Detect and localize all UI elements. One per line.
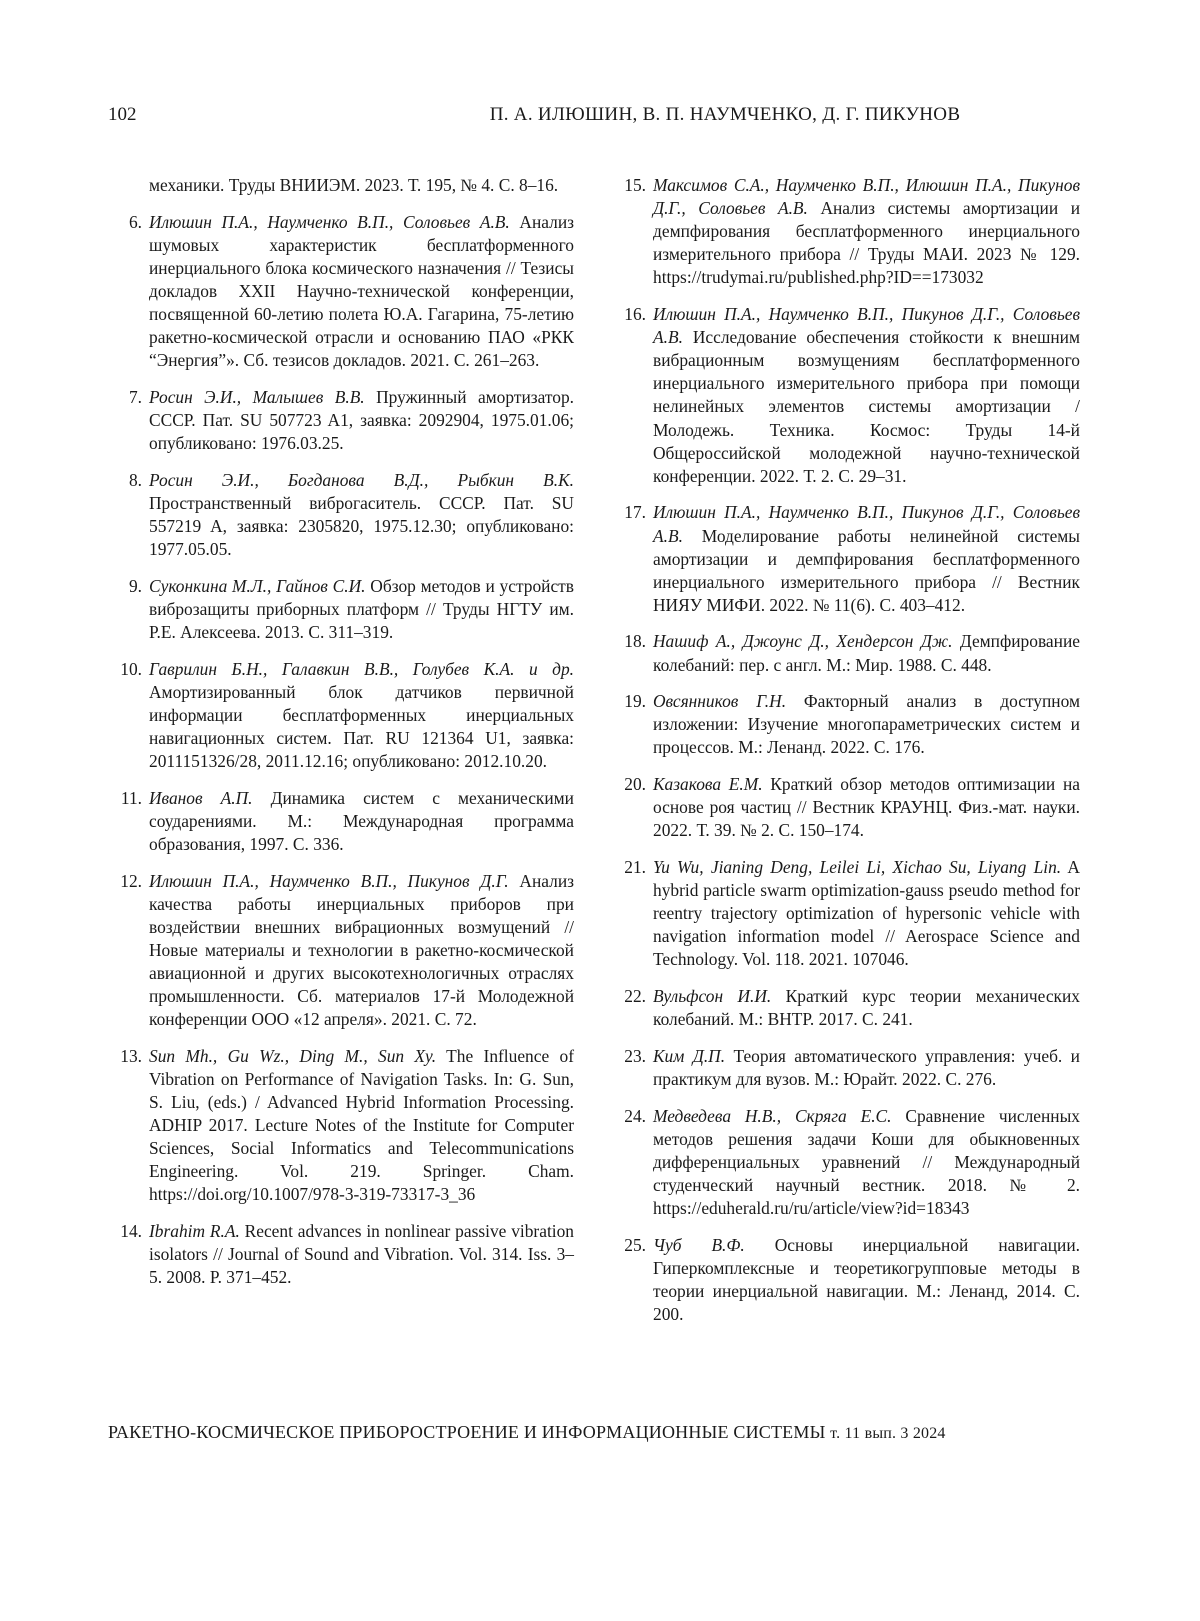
reference-text: The Influence of Vibration on Performance of Navigation Tasks. In: G. Sun, S. Liu, (eds.) / Advanced Hybrid Information Processing. ADHIP 2017. Lecture Notes of the Institute for Computer Sciences, Social Informatics and Telecommunications Engineering. Vol. 219. Springer. Cham. https://doi.org/10.1007/978-3-319-73317-3_36: [149, 1045, 574, 1205]
reference-number: 11.: [120, 787, 142, 808]
reference-number: 12.: [120, 870, 142, 891]
reference-number: 16.: [624, 304, 646, 325]
reference-authors: Гаврилин Б.Н., Галавкин В.В., Голубев К.А. и др.: [149, 658, 574, 679]
reference-text: Краткий обзор методов оптимизации на основе роя частиц // Вестник КРАУНЦ. Физ.-мат. науки. 2022. Т. 39. № 2. С. 150–174.: [653, 774, 1080, 841]
reference-text: Демпфирование колебаний: пер. с англ. М.: Мир. 1988. С. 448.: [653, 631, 1080, 675]
reference-item: [616, 773, 1080, 842]
reference-item: [112, 386, 574, 455]
reference-number: 22.: [624, 986, 646, 1007]
reference-authors: Казакова Е.М.: [653, 774, 763, 795]
reference-number: 21.: [624, 857, 646, 877]
reference-item: [616, 501, 1080, 616]
reference-text: Краткий курс теории механических колебаний. М.: ВНТР. 2017. С. 241.: [653, 986, 1080, 1030]
journal-title: РАКЕТНО-КОСМИЧЕСКОЕ ПРИБОРОСТРОЕНИЕ И ИНФОРМАЦИОННЫЕ СИСТЕМЫ: [108, 1422, 826, 1442]
reference-number: 13.: [120, 1045, 142, 1066]
reference-text: Динамика систем с механическими соударениями. М.: Международная программа образования, 1997. С. 336.: [149, 787, 574, 854]
reference-text: Сравнение численных методов решения задачи Коши для обыкновенных дифференциальных уравнений // Международный студенческий научный вестник. 2018. № 2. https://eduherald.ru/ru/article/view?id=18343: [653, 1105, 1080, 1218]
reference-item: [112, 787, 574, 856]
reference-number: 19.: [624, 691, 646, 712]
reference-authors: Yu Wu, Jianing Deng, Leilei Li, Xichao Su, Liyang Lin.: [653, 857, 1062, 877]
reference-authors: Нашиф А., Джоунс Д., Хендерсон Дж.: [653, 631, 953, 652]
reference-item: [616, 856, 1080, 971]
reference-authors: Илюшин П.А., Наумченко В.П., Пикунов Д.Г.: [149, 870, 509, 891]
reference-item: [616, 1105, 1080, 1220]
reference-number: 9.: [128, 575, 142, 596]
reference-number: 14.: [120, 1221, 142, 1242]
journal-volume: т. 11 вып. 3 2024: [830, 1425, 946, 1442]
reference-number: 6.: [128, 211, 142, 232]
reference-item: [616, 1234, 1080, 1326]
reference-text: Исследование обеспечения стойкости к внешним вибрационным возмущениям бесплатформенного инерциального измерительного прибора при помощи нелинейных элементов системы амортизации / Молодежь. Техника. Космос: Труды 14-й Общероссийской молодежной научно-технической конференции. 2022. Т. 2. С. 29–31.: [653, 327, 1080, 486]
reference-item: [112, 211, 574, 373]
reference-item: [616, 174, 1080, 289]
reference-text: Факторный анализ в доступном изложении: Изучение многопараметрических систем и процессов. М.: Ленанд. 2022. С. 176.: [653, 691, 1080, 758]
left-column: [112, 174, 574, 1303]
running-head-authors: П. А. ИЛЮШИН, В. П. НАУМЧЕНКО, Д. Г. ПИКУНОВ: [489, 104, 961, 125]
page-header: [108, 104, 1082, 134]
reference-number: 23.: [624, 1045, 646, 1066]
reference-item: [112, 1045, 574, 1207]
reference-number: 24.: [624, 1105, 646, 1126]
reference-number: 15.: [624, 175, 646, 195]
reference-authors: Чуб В.Ф.: [653, 1234, 745, 1255]
reference-text: Анализ качества работы инерциальных приборов при воздействии внешних вибрационных возмущений // Новые материалы и технологии в ракетно-космической авиационной и других высокотехнологичных отраслях промышленности. Сб. материалов 17-й Молодежной конференции ООО «12 апреля». 2021. С. 72.: [149, 870, 574, 1030]
reference-text: Основы инерциальной навигации. Гиперкомплексные и теоретикогрупповые методы в теории инерциальной навигации. М.: Ленанд, 2014. С. 200.: [653, 1234, 1080, 1324]
reference-authors: Ibrahim R.A.: [149, 1221, 240, 1242]
reference-authors: Росин Э.И., Богданова В.Д., Рыбкин В.К.: [149, 469, 574, 490]
reference-authors: Росин Э.И., Малышев В.В.: [149, 386, 365, 407]
reference-number: 10.: [120, 658, 142, 679]
reference-number: 18.: [624, 631, 646, 652]
reference-text: Пространственный виброгаситель. СССР. Пат. SU 557219 A, заявка: 2305820, 1975.12.30; опубликовано: 1977.05.05.: [149, 492, 574, 560]
reference-authors: Илюшин П.А., Наумченко В.П., Пикунов Д.Г., Соловьев А.В.: [653, 304, 1080, 348]
reference-text: Теория автоматического управления: учеб. и практикум для вузов. М.: Юрайт. 2022. С. 276.: [653, 1045, 1080, 1089]
reference-authors: Sun Mh., Gu Wz., Ding M., Sun Xy.: [149, 1045, 437, 1066]
reference-item: [616, 303, 1080, 488]
journal-footer: [108, 1422, 946, 1443]
reference-number: 25.: [624, 1234, 646, 1255]
reference-authors: Овсянников Г.Н.: [653, 691, 787, 712]
reference-text: Анализ шумовых характеристик бесплатформенного инерциального блока космического назначения // Тезисы докладов XXII Научно-технической конференции, посвященной 60-летию полета Ю.А. Гагарина, 75-летию ракетно-космической отрасли и основанию ПАО «РКК “Энергия”». Сб. тезисов докладов. 2021. С. 261–263.: [149, 211, 574, 371]
reference-item: [112, 575, 574, 644]
reference-authors: Максимов С.А., Наумченко В.П., Илюшин П.А., Пикунов Д.Г., Соловьев А.В.: [653, 175, 1080, 219]
reference-number: 8.: [128, 469, 142, 490]
reference-item: [112, 469, 574, 561]
reference-item: [112, 658, 574, 773]
reference-item: [616, 985, 1080, 1031]
page-number: 102: [108, 104, 137, 125]
reference-authors: Суконкина М.Л., Гайнов С.И.: [149, 575, 366, 596]
reference-text: Recent advances in nonlinear passive vibration isolators // Journal of Sound and Vibration. Vol. 314. Iss. 3–5. 2008. P. 371–452.: [149, 1221, 574, 1288]
reference-text: A hybrid particle swarm optimization-gauss pseudo method for reentry trajectory optimization of hypersonic vehicle with navigation information model // Aerospace Science and Technology. Vol. 118. 2021. 107046.: [653, 857, 1080, 970]
left-reference-list: [112, 211, 574, 1290]
reference-item: [616, 630, 1080, 676]
reference-text: Пружинный амортизатор. СССР. Пат. SU 507723 A1, заявка: 2092904, 1975.01.06; опубликовано: 1976.03.25.: [149, 386, 574, 454]
reference-authors: Илюшин П.А., Наумченко В.П., Пикунов Д.Г., Соловьев А.В.: [653, 502, 1080, 546]
reference-text: Обзор методов и устройств виброзащиты приборных платформ // Труды НГТУ им. Р.Е. Алексеева. 2013. С. 311–319.: [149, 575, 574, 642]
reference-authors: Иванов А.П.: [149, 787, 253, 808]
reference-item: [616, 690, 1080, 759]
reference-number: 20.: [624, 774, 646, 795]
reference-item: [112, 870, 574, 1032]
reference-number: 17.: [624, 502, 646, 523]
reference-authors: Илюшин П.А., Наумченко В.П., Соловьев А.В.: [149, 211, 510, 232]
reference-item: [616, 1045, 1080, 1091]
reference-number: 7.: [128, 386, 142, 407]
right-reference-list: [616, 174, 1080, 1326]
reference-text: Моделирование работы нелинейной системы амортизации и демпфирования бесплатформенного инерциального измерительного прибора // Вестник НИЯУ МИФИ. 2022. № 11(6). С. 403–412.: [653, 525, 1080, 615]
reference-authors: Ким Д.П.: [653, 1045, 726, 1066]
reference-authors: Вульфсон И.И.: [653, 986, 772, 1007]
right-column: [616, 174, 1080, 1340]
reference-authors: Медведева Н.В., Скряга Е.С.: [653, 1105, 892, 1126]
reference-text: Амортизированный блок датчиков первичной информации бесплатформенных инерциальных навигационных систем. Пат. RU 121364 U1, заявка: 2011151326/28, 2011.12.16; опубликовано: 2012.10.20.: [149, 681, 574, 772]
reference-continuation: механики. Труды ВНИИЭМ. 2023. Т. 195, № 4. С. 8–16.: [149, 175, 559, 195]
reference-text: Анализ системы амортизации и демпфирования бесплатформенного инерциального измерительного прибора // Труды МАИ. 2023 № 129. https://trudymai.ru/published.php?ID==173032: [653, 198, 1080, 288]
reference-item: [112, 1220, 574, 1289]
